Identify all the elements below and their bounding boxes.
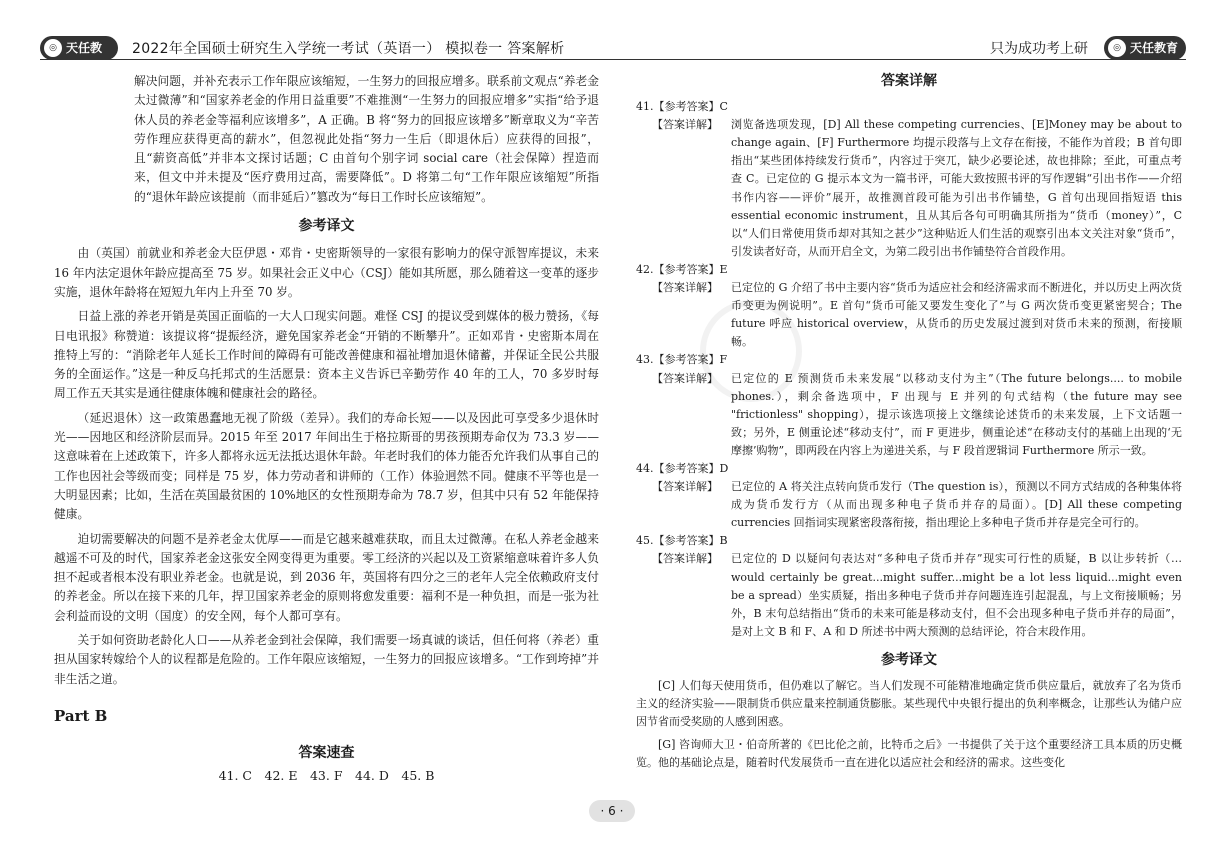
detail-label: 【答案详解】 (652, 281, 718, 295)
answer-item (636, 98, 1182, 261)
answer-details-heading: 答案详解 (881, 73, 937, 89)
question-number: 43. (636, 353, 654, 367)
translation-paragraph: 迫切需要解决的问题不是养老金太优厚——而是它越来越难获取，而且太过微薄。在私人养老金越来越遥不可及的时代，国家养老金这张安全网变得更为重要。零工经济的兴起以及工资紧缩意味着许多人负担不起或者根本没有职业养老金。也就是说，到 2036 年，英国将有四分之三的老年人完全依赖政府支付的养老金。所以在接下来的几年，捍卫国家养老金的原则将愈发重要：福利不是一种负担，而是一张为社会利益而设的文明（国度）的安全网，每个人都可享有。 (54, 531, 599, 623)
page-header (0, 0, 1226, 79)
ref-answer-label: 【参考答案】 (653, 461, 720, 475)
detail-text: 已定位的 G 介绍了书中主要内容“货币为适应社会和经济需求而不断进化，并以历史上两次货币变更为例说明”。E 首句“货币可能又要发生变化了”与 G 两次货币变更紧密契合；The future 呼应 historical overview，从货币的历史发展过渡到对货币未来的预测，衔接顺畅。 (731, 281, 1182, 349)
detail-label: 【答案详解】 (652, 552, 718, 566)
quick-answers-heading: 答案速查 (298, 745, 355, 762)
brand-logo (40, 36, 118, 79)
logo-seal-icon: ◎ (1108, 39, 1126, 57)
logo-seal-icon: ◎ (44, 39, 62, 57)
translation-paragraph: 关于如何资助老龄化人口——从养老金到社会保障，我们需要一场真诚的谈话，但任何将（养老）重担从国家转嫁给个人的议程都是危险的。工作年限应该缩短，一生努力的回报应该增多。“工作到垮掉”并非生活之道。 (54, 633, 599, 686)
question-number: 41. (636, 100, 654, 114)
ref-answer: D (719, 461, 729, 475)
header-slogan: 只为成功考上研 (990, 41, 1088, 57)
ref-answer-label: 【参考答案】 (653, 534, 720, 548)
header-divider (40, 59, 1186, 60)
detail-text: 已定位的 E 预测货币未来发展“以移动支付为主”（The future belongs.... to mobile phones.），剩余备选项中，F 出现与 E 并列的句式结构（the future may see "frictionless" shopping），提示该选项接上文继续论述货币的未来发展，上下文话题一致；另外，E 侧重论述“移动支付”，而 F 更进步，侧重论述“在移动支付的基础上出现的‘无摩擦’购物”，即两段在内容上为递进关系，与 F 段首逻辑词 Furthermore 所示一致。 (731, 371, 1182, 457)
left-column (54, 72, 599, 785)
quick-answers: 41. C 42. E 43. F 44. D 45. B (218, 767, 435, 783)
ref-answer: C (719, 100, 728, 114)
detail-text: 已定位的 D 以疑问句表达对“多种电子货币并存”现实可行性的质疑，B 以让步转折（…would certainly be great...might suffer...might be a lot less liquid...might even be a spread）坐实质疑，指出多种电子货币并存问题连连引起混乱，与上文衔接顺畅；另外，B 末句总结指出“货币的未来可能是移动支付，但不会出现多种电子货币并存的局面”，是对上文 B 和 F、A 和 D 所述书中两大预测的总结评论，符合末段作用。 (731, 552, 1182, 638)
translation-paragraph: （延迟退休）这一政策愚蠢地无视了阶级（差异）。我们的寿命长短——以及因此可享受多少退休时光——因地区和经济阶层而异。2015 年至 2017 年间出生于格拉斯哥的男孩预期寿命仅为 73.3 岁——这意味着在上述政策下，许多人都将永远无法抵达退休年龄。年老时我们的体力能否允许我们从事自己的工作也因社会等级而变；同样是 75 岁，体力劳动者和讲师的（工作）体验迥然不同。健康不平等也是一大明显因素；比如，生活在英国最贫困的 10%地区的女性预期寿命为 78.7 岁，但其中只有 52 年能保持健康。 (54, 410, 599, 522)
ref-answer-label: 【参考答案】 (653, 100, 720, 114)
logo-text: 天任教育 (1130, 41, 1179, 55)
translation-paragraph: [G] 咨询师大卫・伯奇所著的《巴比伦之前，比特币之后》一书提供了关于这个重要经济工具本质的历史概览。他的基础论点是，随着时代发展货币一直在进化以适应社会和经济的需求。这些变化 (636, 738, 1182, 770)
logo-text: 天任教育 (66, 41, 103, 79)
question-number: 45. (636, 534, 654, 548)
question-number: 44. (636, 461, 654, 475)
brand-logo (1104, 36, 1186, 60)
question-number: 42. (636, 262, 654, 276)
right-column (636, 72, 1182, 777)
part-b-heading: Part B (54, 706, 108, 725)
document-title: 2022年全国硕士研究生入学统一考试（英语一） 模拟卷一 答案解析 (132, 41, 565, 57)
detail-text: 已定位的 A 将关注点转向货币发行（The question is），预测以不同方式结成的各种集体将成为货币发行方（从而出现多种电子货币并存的局面）。[D] All these competing currencies 回指词实现紧密段落衔接，指出理论上多种电子货币并存是完全可行的。 (731, 480, 1182, 530)
detail-label: 【答案详解】 (652, 371, 718, 385)
page-number: · 6 · (589, 800, 635, 822)
detail-label: 【答案详解】 (652, 118, 718, 132)
translation-paragraph: 日益上涨的养老开销是英国正面临的一大人口现实问题。难怪 CSJ 的提议受到媒体的极力赞扬，《每日电讯报》称赞道：该提议将“提振经济，避免国家养老金“开销的不断攀升”。正如邓肯・史密斯本周在推特上写的：“消除老年人延长工作时间的障碍有可能改善健康和福祉增加退休储蓄，并保证全民公共服务的全面运作。”这是一种反乌托邦式的生活愿景：资本主义告诉已辛勤劳作 40 年的工人，70 多岁时每周工作五天其实是通往健康体魄和健康社会的路径。 (54, 309, 599, 401)
detail-text: 浏览备选项发现，[D] All these competing currencies、[E]Money may be about to change again、[F] Furthermore 均提示段落与上文存在衔接，不能作为首段；B 首句即指出“某些团体持续发行货币”，内容过于突兀，缺少必要论述，故也排除；至此，可重点考查 C。已定位的 G 提示本文为一篇书评，可能大致按照书评的写作逻辑“引出书作——介绍书作内容——评价”展开，故推测首段可能为引出书作铺垫，G 首句出现回指短语 this essential economic instrument，且从其后各句可明确其所指为“货币（money）”，C 以“人们日常使用货币却对其知之甚少”这种贴近人们生活的观察引出本文关注对象“货币”，引发读者好奇，从而开启全文，为第二段引出书作铺垫符合首段作用。 (731, 118, 1182, 258)
ref-answer: E (719, 262, 728, 276)
explanation-continued: 解决问题，并补充表示工作年限应该缩短，一生努力的回报应增多。联系前文观点“养老金太过微薄”和“国家养老金的作用日益重要”不难推测“一生努力的回报应增多”实指“给予退休人员的养老金等福利应该增多”，A 正确。B 将“努力的回报应该增多”断章取义为“辛苦劳作理应获得更高的薪水”，但忽视此处指“努力一生后（即退休后）应获得的回报”，且“薪资高低”并非本文探讨话题；C 由首句个别字词 social care（社会保障）捏造而来，但文中并未提及“医疗费用过高，需要降低”。D 将第二句“工作年限应该缩短”所指的“退休年龄应该提前（而非延后）”篡改为“每日工作时长应该缩短”。 (134, 74, 599, 204)
ref-answer: F (719, 353, 728, 367)
translation-paragraph: [C] 人们每天使用货币，但仍难以了解它。当人们发现不可能精准地确定货币供应量后，就放弃了名为货币主义的经济实验——限制货币供应量来控制通货膨胀。某些现代中央银行提出的负利率概念，让那些认为储户应因节省而受奖励的人感到困惑。 (636, 679, 1182, 729)
translation-heading: 参考译文 (881, 651, 937, 668)
answer-item (636, 532, 1182, 641)
answer-item (636, 460, 1182, 532)
ref-answer: B (719, 534, 728, 548)
detail-label: 【答案详解】 (652, 480, 718, 494)
answer-item (636, 261, 1182, 351)
ref-answer-label: 【参考答案】 (653, 262, 720, 276)
translation-paragraph: 由（英国）前就业和养老金大臣伊恩・邓肯・史密斯领导的一家很有影响力的保守派智库提议，未来 16 年内法定退休年龄应提高至 75 岁。如果社会正义中心（CSJ）能如其所愿，那么随着这一变革的逐步实施，退休年龄将在短短九年内上升至 70 岁。 (54, 246, 599, 299)
answer-item (636, 351, 1182, 460)
translation-heading: 参考译文 (298, 218, 355, 235)
ref-answer-label: 【参考答案】 (653, 353, 720, 367)
